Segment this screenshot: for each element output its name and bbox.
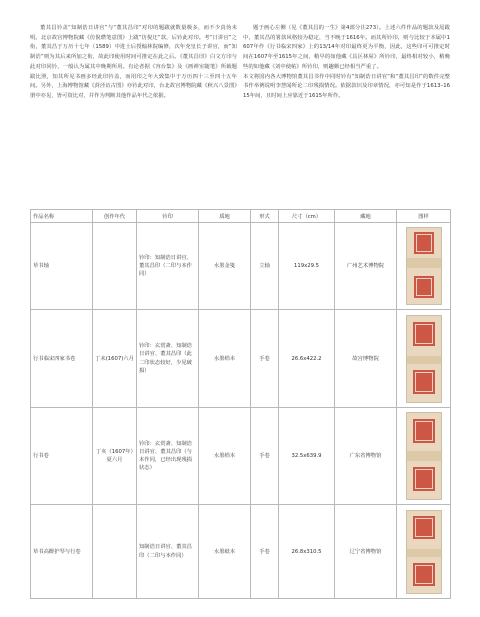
header-collection: 藏地 [335,210,397,223]
work-size: 119x29.5 [279,223,335,310]
work-collection: 辽宁省博物馆 [335,505,397,599]
header-date: 创作年代 [93,210,137,223]
header-size: 尺寸（cm） [279,210,335,223]
work-seals: 钤印：知制诰日讲官、董其昌印（二印与本作同） [137,223,199,310]
header-material: 质地 [199,210,251,223]
work-material: 水墨绢本 [199,408,251,505]
work-format: 手卷 [251,505,279,599]
work-name: 行书临宋四家书卷 [31,310,93,408]
work-name: 行书卷 [31,408,93,505]
work-format: 立轴 [251,223,279,310]
header-image: 图样 [397,210,451,223]
work-size: 26.6x422.2 [279,310,335,408]
seal-image-cell [397,310,451,408]
work-material: 水墨绢本 [199,310,251,408]
work-date [93,505,137,599]
work-name: 草书轴 [31,223,93,310]
work-name: 草书高醉护琴与行卷 [31,505,93,599]
table-header-row [31,210,451,223]
work-size: 26.8x310.5 [279,505,335,599]
work-seals: 钤印：玄赏斋、知制诰日讲官、董其昌印（此二印状态较好，少见破损） [137,310,199,408]
seal-image [406,510,442,594]
work-collection: 广东省博物馆 [335,408,397,505]
intro-right-column: 题于画心左侧（见《董其昌的一生》第4部分注273）。上述六件作品的题款及尾跋中，董其昌的署款风格较为稳定，当不晚于1616年。而其所钤印，则与比较于本属中1607年作《行书临宋四家》上的13/14年对印最终更为平衡，因此，这些印可可推定时间在1607年至1615年之间，稍早的如他藏《具区林屋》所钤印，最终相对较小，稍晚些的如他藏《刘中使帖》所钤印，则趣颇已经相当严重了。 本文将国内各大博物馆董其昌书作中同时钤有“知制诰日讲官”和“董其昌印”的数件完整书作举例说明李慧闻所论二印残损情况。依据款识及印章情况，亦可知是作于1613–1615年间，且时间上应靠近于1615年所作。 [243,25,450,99]
work-size: 32.5x639.9 [279,408,335,505]
seal-image [406,315,442,403]
header-seals: 钤印 [137,210,199,223]
work-collection: 故宫博物院 [335,310,397,408]
intro-left-column: 董其昌钤盖“知制诰日讲官”与“董其昌印”对印的题跋就数量极多，而不少真伪未明。北京故宫博物院藏《仿倪瓒笔意图》上跋“仿倪迂”款，后钤此对印。考“日讲官”之衔，董其昌于万历十七年（1589）中进士后授翰林院编修，次年充皇长子讲官，而“知制诰”则为其后来所加之衔，故此印使用时间可推定在此之后。《董其昌印》白文方印与此对印同钤，一般认为属其中晚期所用。有论者据《容台集》及《画禅室随笔》所载题跋比照，知其所见书画多经此印钤盖，而用印之年大致集中于万历四十三至四十五年间。另外，上海博物馆藏《葑泾访古图》亦钤此对印，台北故宫博物院藏《秋兴八景图》册中亦见，皆可资比对，并作为判断其他作品年代之依据。 [30,25,237,99]
header-format: 形式 [251,210,279,223]
seal-works-table [30,209,451,599]
header-name: 作品名称 [31,210,93,223]
work-seals: 知制诰日讲官、董其昌印（二印与本作同） [137,505,199,599]
work-format: 手卷 [251,408,279,505]
seal-image-cell [397,408,451,505]
table-row [31,408,451,505]
seal-image [406,227,442,305]
seal-image-cell [397,223,451,310]
table-row [31,223,451,310]
work-date: 丁未(1607)六月 [93,310,137,408]
table-row [31,310,451,408]
work-material: 水墨金笺 [199,223,251,310]
work-seals: 钤印：玄赏斋、知制诰日讲官、董其昌印（与本作同，已经出现残损状态） [137,408,199,505]
work-format: 手卷 [251,310,279,408]
table-row [31,505,451,599]
work-collection: 广州艺术博物院 [335,223,397,310]
work-date: 丁亥（1607年）夏六月 [93,408,137,505]
intro-text [30,24,450,102]
work-material: 水墨纸本 [199,505,251,599]
seal-image-cell [397,505,451,599]
seal-image [406,412,442,500]
work-date [93,223,137,310]
